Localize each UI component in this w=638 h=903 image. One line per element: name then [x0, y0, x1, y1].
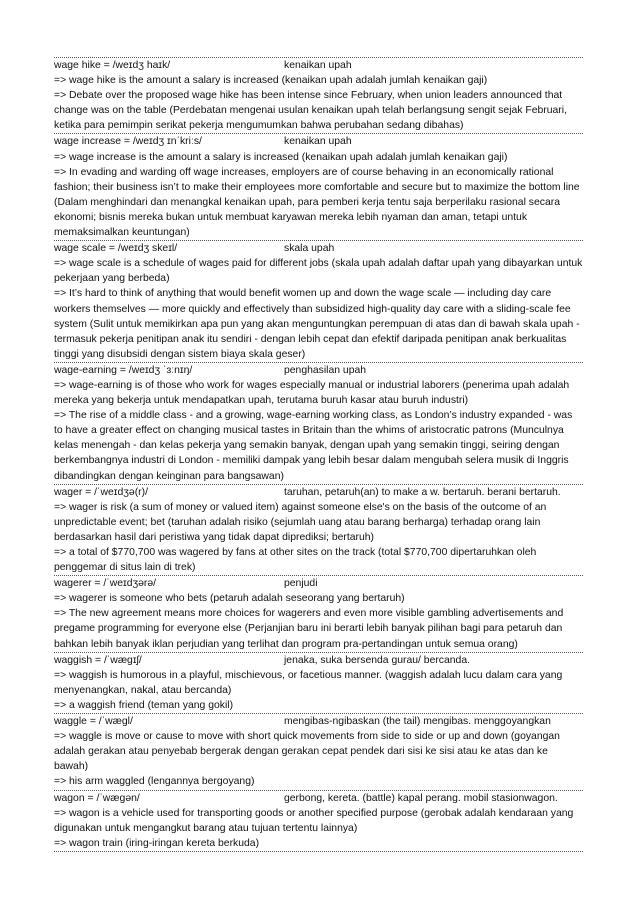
entry-definition: => wagerer is someone who bets (petaruh adalah seseorang yang bertaruh): [54, 593, 405, 605]
entry-example: => In evading and warding off wage increases, employers are of course behaving in an economically rational fashion; their business isn’t to make their employees more comfortable and secure but to maximize the bottom line (Dalam menghindari dan menangkal kenaikan upah, para pemberi kerja tentu saja berperilaku rasional secara ekonomi; bisnis mereka bukan untuk membuat karyawan mereka lebih nyaman dan aman, tetapi untuk memaksimalkan keuntungan): [54, 166, 580, 239]
entry-term: waggle = /ˈwæɡl/: [54, 716, 133, 728]
entry-translation: kenaikan upah: [284, 136, 352, 148]
entry-example: => The new agreement means more choices for wagerers and even more visible gambling advertisements and pregame programming for everyone else (Perjanjian baru ini berarti lebih banyak pilihan bagi para petaruh dan bahkan lebih banyak iklan perjudian yang terlihat dan program pra-pertandingan untuk semua orang): [54, 608, 564, 650]
entry-definition: => wager is risk (a sum of money or valued item) against someone else's on the basis of the outcome of an unpredictable event; bet (taruhan adalah risiko (sejumlah uang atau barang berharga) terhadap orang lain berdasarkan hasil dari peristiwa yang tidak dapat diprediksi; bertaruh): [54, 501, 547, 543]
entry-translation: penjudi: [284, 578, 318, 590]
entry-header: [54, 653, 583, 668]
entry-term: wage hike = /weɪdʒ haɪk/: [54, 60, 171, 71]
entry-header: [54, 714, 583, 729]
entry-term: wage-earning = /weɪdʒ ˈɜːnɪŋ/: [54, 364, 193, 376]
entry-definition: => wagon is a vehicle used for transporting goods or another specified purpose (gerobak adalah kendaraan yang digunakan untuk mengangkut barang atau tujuan tertentu lainnya): [54, 807, 574, 834]
entry-example: => wagon train (iring-iringan kereta berkuda): [54, 837, 260, 849]
entry-term: waggish = /ˈwæɡɪʃ/: [54, 654, 142, 666]
glossary-entry: [54, 57, 583, 134]
glossary-entry: [54, 575, 583, 652]
entry-header: [54, 134, 583, 149]
glossary-entry: [54, 790, 583, 852]
entry-translation: taruhan, petaruh(an) to make a w. bertaruh. berani bertaruh.: [284, 486, 561, 498]
entry-definition: => wage scale is a schedule of wages paid for different jobs (skala upah adalah daftar upah yang dibayarkan untuk pekerjaan yang berbeda): [54, 258, 583, 285]
entry-translation: skala upah: [284, 243, 335, 255]
entry-definition: => wage-earning is of those who work for wages especially manual or industrial laborers (penerima upah adalah mereka yang bekerja untuk mendapatkan upah, terutama buruh kasar atau buruh industri): [54, 379, 570, 407]
entry-header: [54, 791, 583, 806]
glossary-entry: [54, 713, 583, 790]
glossary-entry: [54, 133, 583, 241]
entry-term: wage increase = /weɪdʒ ɪnˈkriːs/: [54, 136, 202, 148]
entry-header: [54, 241, 583, 256]
entry-translation: jenaka, suka bersenda gurau/ bercanda.: [284, 654, 471, 666]
entry-example: => It’s hard to think of anything that would benefit women up and down the wage scale — including day care workers themselves — more quickly and effectively than subsidized high-quality day care with a sliding-scale fee system (Sulit untuk memikirkan apa pun yang akan menguntungkan perempuan di atas dan di bawah skala upah - termasuk pekerja penitipan anak itu sendiri - dengan lebih cepat dan efektif daripada penitipan anak berkualitas tinggi yang disubsidi dengan sistem biaya skala geser): [54, 288, 580, 360]
entry-example: => The rise of a middle class - and a growing, wage-earning working class, as London’s industry expanded - was to have a greater effect on changing musical tastes in Britain than the whims of aristocratic patrons (Munculnya kelas menengah - dan kelas pekerja yang semakin banyak, dengan upah yang semakin tinggi, seiring dengan berkembangnya industri di London - memiliki dampak yang lebih besar dalam mengubah selera musik di Inggris dibandingkan dengan keinginan para bangsawan): [54, 410, 573, 482]
glossary-entry: [54, 240, 583, 363]
entry-term: wage scale = /weɪdʒ skeɪl/: [54, 243, 178, 255]
entry-definition: => waggish is humorous in a playful, mischievous, or facetious manner. (waggish adalah lucu dalam cara yang menyenangkan, nakal, atau bercanda): [54, 669, 563, 696]
entry-example: => his arm waggled (lengannya bergoyang): [54, 776, 255, 788]
entry-header: [54, 363, 583, 378]
glossary-entry: [54, 652, 583, 714]
entry-term: wager = /ˈweɪdʒə(r)/: [54, 486, 148, 498]
entry-header: [54, 485, 583, 500]
entry-example: => Debate over the proposed wage hike has been intense since February, when union leaders announced that change was on the table (Perdebatan mengenai usulan kenaikan upah telah berlangsung sengit sejak Februari, ketika para pemimpin serikat pekerja mengumumkan bahwa perubahan sedang dibahas): [54, 90, 567, 132]
entry-header: [54, 58, 583, 73]
entry-translation: penghasilan upah: [284, 364, 367, 376]
entry-definition: => wage increase is the amount a salary is increased (kenaikan upah adalah jumlah kenaikan gaji): [54, 151, 508, 163]
glossary-page: [54, 58, 583, 852]
entry-translation: kenaikan upah: [284, 60, 352, 71]
entry-example: => a total of $770,700 was wagered by fans at other sites on the track (total $770,700 dipertaruhkan oleh penggemar di situs lain di trek): [54, 547, 537, 574]
entry-header: [54, 576, 583, 591]
entry-term: wagon = /ˈwæɡən/: [54, 792, 140, 804]
entry-definition: => wage hike is the amount a salary is increased (kenaikan upah adalah jumlah kenaikan gaji): [54, 75, 488, 87]
entry-example: => a waggish friend (teman yang gokil): [54, 699, 234, 711]
glossary-entry: [54, 362, 583, 485]
entry-translation: gerbong, kereta. (battle) kapal perang. mobil stasionwagon.: [284, 792, 558, 804]
glossary-entry: [54, 484, 583, 577]
entry-translation: mengibas-ngibaskan (the tail) mengibas. menggoyangkan: [284, 716, 551, 728]
entry-term: wagerer = /ˈweɪdʒərə/: [54, 578, 157, 590]
entry-definition: => waggle is move or cause to move with short quick movements from side to side or up and down (goyangan adalah gerakan atau penyebab bergerak dengan gerakan cepat pendek dari sisi ke sisi atau ke atas dan ke bawah): [54, 731, 560, 773]
